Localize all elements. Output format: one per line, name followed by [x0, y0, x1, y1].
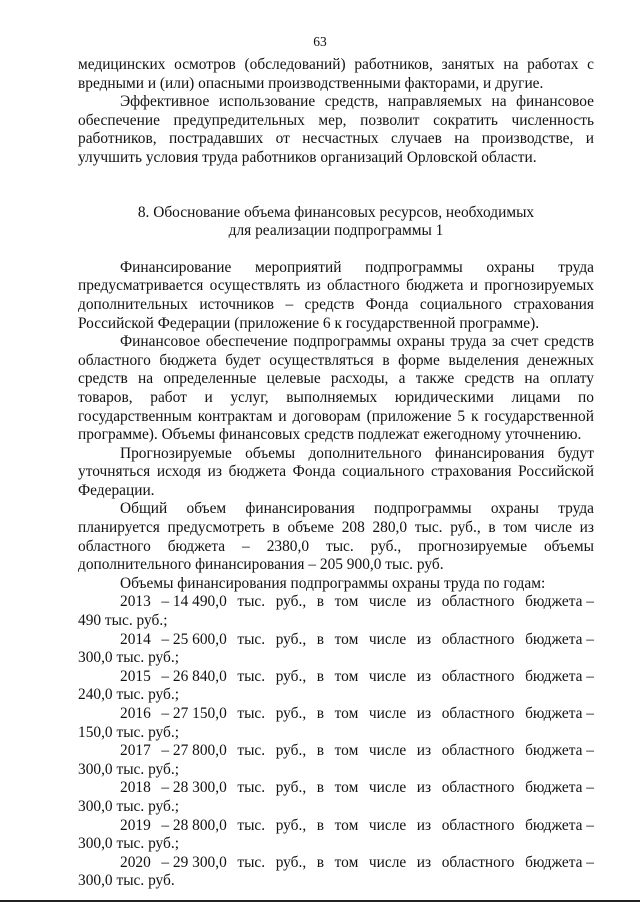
year-entry-word: тыс. — [237, 742, 266, 760]
year-entry-word: 2019 — [120, 816, 151, 834]
year-entry-word: тыс. — [237, 667, 266, 685]
paragraph-financing-sources: Финансирование мероприятий подпрограммы охраны труда предусматривается осуществлять из областного бюджета и прогнозируемых дополнительных источников – средств Фонда социального страхования Российской Федерации (приложение 6 к государственной программе). — [78, 258, 594, 332]
year-entry-word: – 29 300,0 — [161, 853, 227, 871]
year-entry-word: тыс. — [237, 816, 266, 834]
year-entry-word: из — [416, 853, 432, 871]
year-entry-word: том — [334, 705, 359, 722]
year-entry — [78, 631, 594, 668]
year-entry-word: числе — [368, 742, 407, 760]
year-entry-word: том — [334, 630, 359, 648]
year-entry-word: руб., — [275, 853, 307, 871]
year-entry-line — [78, 668, 594, 687]
year-entry-word: числе — [368, 816, 407, 834]
paragraph-by-years-intro: Объемы финансирования подпрограммы охраны труда по годам: — [120, 574, 546, 592]
year-entry-word: – 27 150,0 — [161, 705, 227, 722]
year-entry-line — [78, 631, 594, 650]
year-entry-word: бюджета – — [525, 742, 594, 760]
year-entry-word: бюджета – — [525, 779, 594, 797]
year-entry-word: в — [316, 816, 325, 834]
year-entry-word: областного — [441, 667, 515, 685]
year-entry-word: руб., — [275, 630, 307, 648]
year-entry-word: тыс. — [237, 593, 266, 611]
year-entry-word: руб., — [275, 593, 307, 611]
year-entry-continuation: 490 тыс. руб.; — [78, 612, 168, 630]
year-entry-continuation: 240,0 тыс. руб.; — [78, 686, 180, 704]
year-entry-word: том — [334, 593, 359, 611]
year-entry-word: руб., — [275, 742, 307, 760]
year-entry-word: из — [416, 705, 432, 722]
year-entry-word: бюджета – — [525, 816, 594, 834]
years-list — [78, 593, 594, 891]
year-entry-continuation: 300,0 тыс. руб.; — [78, 835, 180, 853]
year-entry-word: том — [334, 816, 359, 834]
year-entry-continuation: 300,0 тыс. руб.; — [78, 649, 180, 667]
year-entry-line — [78, 742, 594, 761]
year-entry-line — [78, 705, 594, 724]
year-entry-word: областного — [441, 816, 515, 834]
year-entry — [78, 593, 594, 630]
year-entry-word: – 25 600,0 — [161, 630, 227, 648]
year-entry-word: руб., — [275, 667, 307, 685]
year-entry-word: том — [334, 853, 359, 871]
year-entry-line — [78, 854, 594, 873]
year-entry-word: том — [334, 779, 359, 797]
year-entry-word: бюджета – — [525, 705, 594, 722]
paragraph-financial-support: Финансовое обеспечение подпрограммы охраны труда за счет средств областного бюджета будет осуществляться в форме выделения денежных средств на определенные целевые расходы, а также средств на оплату товаров, работ и услуг, выполняемых юридическими лицами по государственным контрактам и договорам (приложение 5 к государственной программе). Объемы финансовых средств подлежат ежегодному уточнению. — [78, 333, 594, 444]
year-entry-word: 2014 — [120, 630, 151, 648]
year-entry-word: бюджета – — [525, 593, 594, 611]
year-entry — [78, 817, 594, 854]
year-entry-word: числе — [368, 705, 407, 722]
year-entry-word: бюджета – — [525, 853, 594, 871]
year-entry-word: тыс. — [237, 779, 266, 797]
year-entry-word: областного — [441, 593, 515, 611]
paragraph-total-volume: Общий объем финансирования подпрограммы охраны труда планируется предусмотреть в объеме 208 280,0 тыс. руб., в том числе из областного бюджета – 2380,0 тыс. руб., прогнозируемые объемы дополнительного финансирования – 205 900,0 тыс. руб. — [78, 500, 594, 574]
year-entry-word: в — [316, 667, 325, 685]
year-entry-word: областного — [441, 630, 515, 648]
year-entry-continuation: 300,0 тыс. руб.; — [78, 760, 180, 778]
year-entry-word: в — [316, 742, 325, 760]
year-entry — [78, 742, 594, 779]
year-entry-word: из — [416, 742, 432, 760]
year-entry — [78, 779, 594, 816]
year-entry — [78, 705, 594, 742]
year-entry-word: в — [316, 630, 325, 648]
year-entry-word: тыс. — [237, 705, 266, 722]
year-entry-continuation: 300,0 тыс. руб. — [78, 872, 175, 890]
year-entry-line — [78, 593, 594, 612]
year-entry-word: из — [416, 593, 432, 611]
year-entry-word: том — [334, 667, 359, 685]
year-entry-word: из — [416, 630, 432, 648]
year-entry — [78, 854, 594, 891]
year-entry-word: 2017 — [120, 742, 151, 760]
year-entry-word: областного — [441, 705, 515, 722]
page-number: 63 — [313, 34, 327, 49]
year-entry — [78, 668, 594, 705]
year-entry-word: 2020 — [120, 853, 151, 871]
year-entry-word: числе — [368, 593, 407, 611]
year-entry-word: – 26 840,0 — [161, 667, 227, 685]
paragraph-effect: Эффективное использование средств, направляемых на финансовое обеспечение предупредительных мер, позволит сократить численность работников, пострадавших от несчастных случаев на производстве, и улучшить условия труда работников организаций Орловской области. — [78, 93, 594, 166]
year-entry-word: тыс. — [237, 630, 266, 648]
year-entry-word: в — [316, 705, 325, 722]
year-entry-word: областного — [441, 853, 515, 871]
year-entry-word: руб., — [275, 816, 307, 834]
year-entry-word: областного — [441, 742, 515, 760]
year-entry-word: 2018 — [120, 779, 151, 797]
page-content — [78, 56, 594, 891]
year-entry-word: числе — [368, 853, 407, 871]
year-entry-continuation: 300,0 тыс. руб.; — [78, 797, 180, 815]
section-heading-line-2: для реализации подпрограммы 1 — [228, 222, 444, 240]
year-entry-word: числе — [368, 779, 407, 797]
year-entry-line — [78, 779, 594, 798]
section-heading-line-1: 8. Обоснование объема финансовых ресурсов, необходимых — [137, 203, 535, 221]
year-entry-word: – 14 490,0 — [161, 593, 227, 611]
year-entry-word: из — [416, 667, 432, 685]
year-entry-word: бюджета – — [525, 667, 594, 685]
year-entry-word: тыс. — [237, 853, 266, 871]
year-entry-word: 2015 — [120, 667, 151, 685]
paragraph-forecast: Прогнозируемые объемы дополнительного финансирования будут уточняться исходя из бюджета Фонда социального страхования Российской Федерации. — [78, 444, 594, 499]
year-entry-word: числе — [368, 630, 407, 648]
year-entry-word: том — [334, 742, 359, 760]
year-entry-word: в — [316, 853, 325, 871]
year-entry-word: – 27 800,0 — [161, 742, 227, 760]
year-entry-word: руб., — [275, 705, 307, 722]
year-entry-word: областного — [441, 779, 515, 797]
year-entry-line — [78, 817, 594, 836]
year-entry-word: – 28 300,0 — [161, 779, 227, 797]
year-entry-continuation: 150,0 тыс. руб.; — [78, 723, 180, 741]
year-entry-word: руб., — [275, 779, 307, 797]
year-entry-word: – 28 800,0 — [161, 816, 227, 834]
year-entry-word: в — [316, 593, 325, 611]
year-entry-word: числе — [368, 667, 407, 685]
year-entry-word: из — [416, 779, 432, 797]
bottom-rule — [0, 900, 640, 902]
year-entry-word: бюджета – — [525, 630, 594, 648]
paragraph-continuation: медицинских осмотров (обследований) работников, занятых на работах с вредными и (или) опасными производственными факторами, и другие. — [78, 56, 594, 92]
year-entry-word: в — [316, 779, 325, 797]
year-entry-word: 2016 — [120, 705, 151, 722]
year-entry-word: из — [416, 816, 432, 834]
year-entry-word: 2013 — [120, 593, 151, 611]
